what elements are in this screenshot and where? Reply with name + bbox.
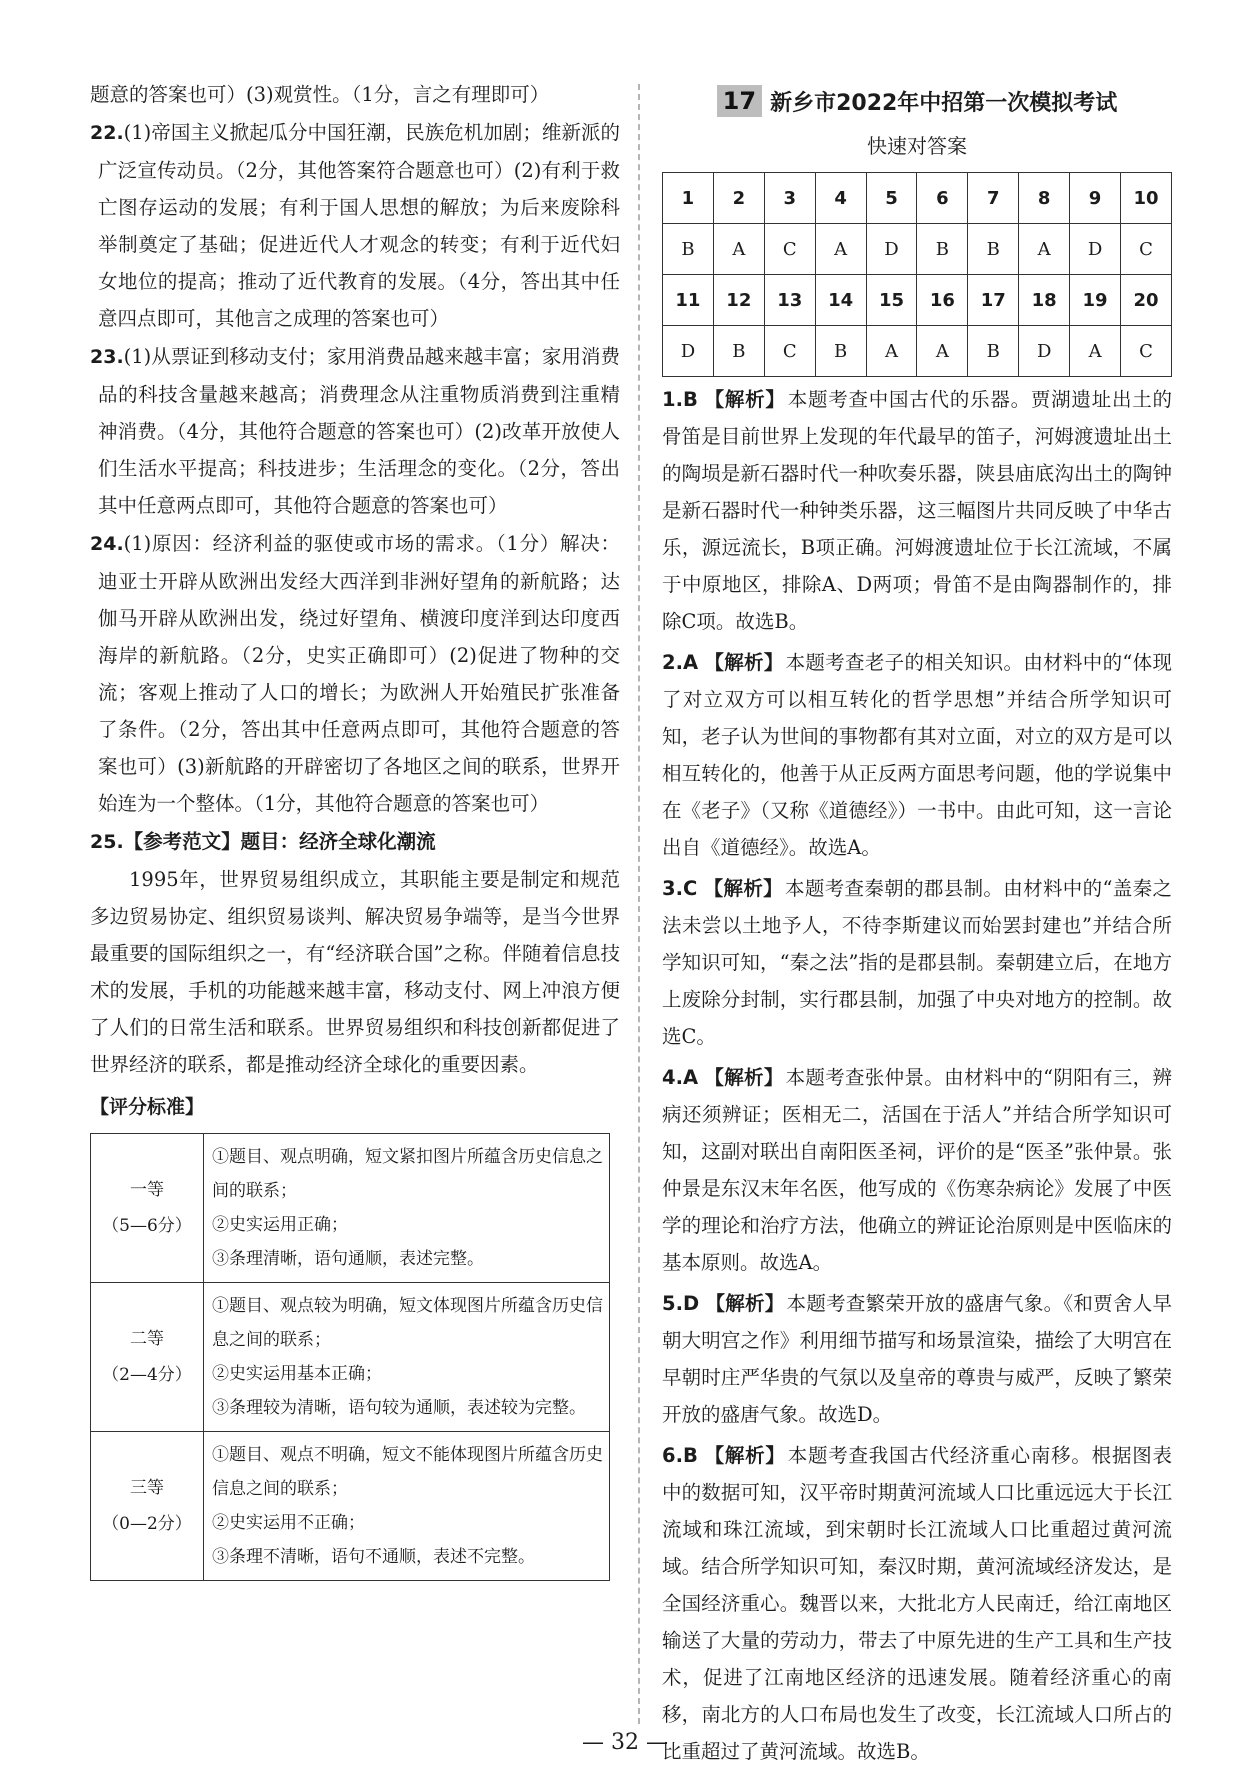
- rubric-table: [90, 1133, 610, 1581]
- question-22: [90, 114, 620, 337]
- question-number-cell: 11: [663, 275, 714, 326]
- explanation-text: 本题考查老子的相关知识。由材料中的“体现了对立双方可以相互转化的哲学思想”并结合所学知识可知，老子认为世间的事物都有其对立面，对立的双方是可以相互转化的，他善于从正反两方面思考问题，他的学说集中在《老子》（又称《道德经》）一书中。由此可知，这一言论出自《道德经》。故选A。: [662, 651, 1172, 859]
- question-number-cell: 5: [866, 173, 917, 224]
- criterion-line: ②史实运用基本正确；: [212, 1364, 382, 1384]
- explanation-3: [662, 870, 1172, 1055]
- rubric-row: [91, 1432, 610, 1581]
- grade-score: （5—6分）: [102, 1216, 192, 1236]
- question-number-cell: 10: [1121, 173, 1172, 224]
- grade-label: 一等: [130, 1180, 164, 1200]
- explanation-tag: 【解析】: [704, 1066, 784, 1089]
- explanation-text: 本题考查中国古代的乐器。贾湖遗址出土的骨笛是目前世界上发现的年代最早的笛子，河姆渡遗址出土的陶埙是新石器时代一种吹奏乐器，陕县庙底沟出土的陶钟是新石器时代一种钟类乐器，这三幅图片共同反映了中华古乐，源远流长，B项正确。河姆渡遗址位于长江流域，不属于中原地区，排除A、D两项；骨笛不是由陶器制作的，排除C项。故选B。: [662, 388, 1172, 633]
- explanation-text: 本题考查秦朝的郡县制。由材料中的“盖秦之法未尝以土地予人，不待李斯建议而始罢封建也”并结合所学知识可知，“秦之法”指的是郡县制。秦朝建立后，在地方上废除分封制，实行郡县制，加强了中央对地方的控制。故选C。: [662, 877, 1172, 1048]
- criterion-line: ①题目、观点较为明确，短文体现图片所蕴含历史信息之间的联系；: [212, 1296, 603, 1350]
- answer-cell: D: [866, 224, 917, 275]
- answer-text: (1)从票证到移动支付；家用消费品越来越丰富；家用消费品的科技含量越来越高；消费理念从注重物质消费到注重精神消费。（4分，其他符合题意的答案也可）(2)改革开放使人们生活水平提高；科技进步；生活理念的变化。（2分，答出其中任意两点即可，其他符合题意的答案也可）: [98, 345, 620, 517]
- answer-cell: A: [815, 224, 866, 275]
- question-number-cell: 17: [968, 275, 1019, 326]
- question-number-cell: 8: [1019, 173, 1070, 224]
- essay-body: 1995年，世界贸易组织成立，其职能主要是制定和规范多边贸易协定、组织贸易谈判、解决贸易争端等，是当今世界最重要的国际组织之一，有“经济联合国”之称。伴随着信息技术的发展，手机的功能越来越丰富，移动支付、网上冲浪方便了人们的日常生活和联系。世界贸易组织和科技创新都促进了世界经济的联系，都是推动经济全球化的重要因素。: [90, 868, 620, 1076]
- rubric-criteria-cell: [204, 1283, 610, 1432]
- section-title: 新乡市2022年中招第一次模拟考试: [770, 90, 1118, 116]
- explanation-tag: 【解析】: [704, 651, 784, 674]
- answer-cell: A: [866, 326, 917, 377]
- answer-cell: B: [917, 224, 968, 275]
- left-column: [90, 76, 620, 1581]
- question-number-cell: 13: [764, 275, 815, 326]
- explanation-tag: 【解析】: [703, 1444, 786, 1467]
- question-number-cell: 6: [917, 173, 968, 224]
- criterion-line: ②史实运用正确；: [212, 1215, 348, 1235]
- answer-cell: C: [764, 224, 815, 275]
- question-23: [90, 338, 620, 524]
- explanation-tag: 【解析】: [705, 1292, 785, 1315]
- question-number: 22.: [90, 122, 124, 144]
- question-number-cell: 19: [1070, 275, 1121, 326]
- rubric-criteria-cell: [204, 1432, 610, 1581]
- criterion-line: ③条理不清晰，语句不通顺，表述不完整。: [212, 1547, 535, 1567]
- answer-cell: D: [1019, 326, 1070, 377]
- explanation-answer: 3.C: [662, 877, 698, 900]
- question-number-cell: 9: [1070, 173, 1121, 224]
- question-number-cell: 20: [1121, 275, 1172, 326]
- answer-cell: B: [815, 326, 866, 377]
- section-header: [662, 76, 1172, 126]
- explanation-text: 本题考查张仲景。由材料中的“阴阳有三，辨病还须辨证；医相无二，活国在于活人”并结合所学知识可知，这副对联出自南阳医圣祠，评价的是“医圣”张仲景。张仲景是东汉末年名医，他写成的《伤寒杂病论》发展了中医学的理论和治疗方法，他确立的辨证论治原则是中医临床的基本原则。故选A。: [662, 1066, 1172, 1274]
- answer-cell: D: [1070, 224, 1121, 275]
- question-number-cell: 2: [713, 173, 764, 224]
- rubric-grade-cell: [91, 1432, 204, 1581]
- explanation-answer: 6.B: [662, 1444, 698, 1467]
- explanation-text: 本题考查我国古代经济重心南移。根据图表中的数据可知，汉平帝时期黄河流域人口比重远远大于长江流域和珠江流域，到宋朝时长江流域人口比重超过黄河流域。结合所学知识可知，秦汉时期，黄河流域经济发达，是全国经济重心。魏晋以来，大批北方人民南迁，给江南地区输送了大量的劳动力，带去了中原先进的生产工具和生产技术，促进了江南地区经济的迅速发展。随着经济重心的南移，南北方的人口布局也发生了改变，长江流域人口所占的比重超过了黄河流域。故选B。: [662, 1444, 1172, 1763]
- answer-text: (1)原因：经济利益的驱使或市场的需求。（1分）解决：迪亚士开辟从欧洲出发经大西洋到非洲好望角的新航路；达伽马开辟从欧洲出发，绕过好望角、横渡印度洋到达印度西海岸的新航路。（2分，史实正确即可）(2)促进了物种的交流；客观上推动了人口的增长；为欧洲人开始殖民扩张准备了条件。（2分，答出其中任意两点即可，其他符合题意的答案也可）(3)新航路的开辟密切了各地区之间的联系，世界开始连为一个整体。（1分，其他符合题意的答案也可）: [98, 532, 620, 815]
- explanation-text: 本题考查繁荣开放的盛唐气象。《和贾舍人早朝大明宫之作》利用细节描写和场景渲染，描绘了大明宫在早朝时庄严华贵的气氛以及皇帝的尊贵与威严，反映了繁荣开放的盛唐气象。故选D。: [662, 1292, 1172, 1426]
- rubric-criteria-cell: [204, 1134, 610, 1283]
- essay-heading: 【参考范文】题目：经济全球化潮流: [123, 830, 436, 853]
- rubric-title: 【评分标准】: [90, 1096, 205, 1118]
- explanation-tag: 【解析】: [703, 877, 784, 900]
- answer-cell: B: [663, 224, 714, 275]
- explanation-tag: 【解析】: [703, 388, 786, 411]
- page-number: — 32 —: [582, 1730, 668, 1755]
- answer-cell: C: [1121, 224, 1172, 275]
- explanation-4: [662, 1059, 1172, 1281]
- question-number-cell: 16: [917, 275, 968, 326]
- question-number-cell: 7: [968, 173, 1019, 224]
- intro-line: 题意的答案也可）(3)观赏性。（1分，言之有理即可）: [90, 83, 550, 106]
- answer-cell: B: [968, 326, 1019, 377]
- question-number-cell: 14: [815, 275, 866, 326]
- question-number-cell: 1: [663, 173, 714, 224]
- question-24: [90, 525, 620, 822]
- explanation-6: [662, 1437, 1172, 1770]
- answer-letter-row: [663, 326, 1172, 377]
- right-column: [662, 76, 1172, 1770]
- explanation-2: [662, 644, 1172, 866]
- question-number-cell: 18: [1019, 275, 1070, 326]
- answer-key-table: [662, 172, 1172, 377]
- explanation-answer: 1.B: [662, 388, 698, 411]
- question-number: 25.: [90, 831, 124, 853]
- question-number: 23.: [90, 346, 124, 368]
- answer-letter-row: [663, 224, 1172, 275]
- answer-cell: B: [968, 224, 1019, 275]
- criterion-line: ①题目、观点不明确，短文不能体现图片所蕴含历史信息之间的联系；: [212, 1445, 603, 1499]
- criterion-line: ①题目、观点明确，短文紧扣图片所蕴含历史信息之间的联系；: [212, 1147, 603, 1201]
- question-number-cell: 3: [764, 173, 815, 224]
- answer-cell: C: [1121, 326, 1172, 377]
- explanation-5: [662, 1285, 1172, 1433]
- rubric-row: [91, 1283, 610, 1432]
- criterion-line: ②史实运用不正确；: [212, 1513, 365, 1533]
- criterion-line: ③条理较为清晰，语句较为通顺，表述较为完整。: [212, 1398, 586, 1418]
- rubric-grade-cell: [91, 1283, 204, 1432]
- answer-text: (1)帝国主义掀起瓜分中国狂潮，民族危机加剧；维新派的广泛宣传动员。（2分，其他答案符合题意也可）(2)有利于救亡图存运动的发展；有利于国人思想的解放；为后来废除科举制奠定了基础；促进近代人才观念的转变；有利于近代妇女地位的提高；推动了近代教育的发展。（4分，答出其中任意四点即可，其他言之成理的答案也可）: [98, 121, 620, 330]
- question-number-cell: 4: [815, 173, 866, 224]
- explanation-answer: 2.A: [662, 651, 699, 674]
- answer-cell: A: [713, 224, 764, 275]
- grade-score: （2—4分）: [102, 1365, 192, 1385]
- answer-cell: A: [1070, 326, 1121, 377]
- question-number: 24.: [90, 533, 124, 555]
- question-number-cell: 12: [713, 275, 764, 326]
- criterion-line: ③条理清晰，语句通顺，表述完整。: [212, 1249, 484, 1269]
- explanation-1: [662, 381, 1172, 640]
- answer-number-row: [663, 275, 1172, 326]
- answer-number-row: [663, 173, 1172, 224]
- question-25: [90, 823, 620, 861]
- grade-label: 二等: [130, 1329, 164, 1349]
- section-subtitle: 快速对答案: [867, 134, 967, 158]
- answer-cell: B: [713, 326, 764, 377]
- answer-cell: A: [917, 326, 968, 377]
- question-number-cell: 15: [866, 275, 917, 326]
- answer-cell: A: [1019, 224, 1070, 275]
- rubric-grade-cell: [91, 1134, 204, 1283]
- grade-label: 三等: [130, 1478, 164, 1498]
- explanation-answer: 5.D: [662, 1292, 700, 1315]
- explanation-answer: 4.A: [662, 1066, 699, 1089]
- column-divider: [638, 84, 640, 1724]
- answer-cell: D: [663, 326, 714, 377]
- rubric-row: [91, 1134, 610, 1283]
- section-number-badge: 17: [717, 85, 762, 117]
- answer-cell: C: [764, 326, 815, 377]
- grade-score: （0—2分）: [102, 1514, 192, 1534]
